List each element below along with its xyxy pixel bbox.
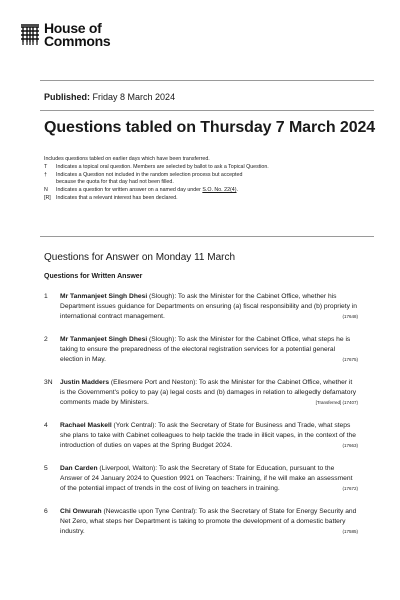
question-number: 5 — [44, 465, 48, 472]
question-item — [44, 335, 358, 365]
question-number: 2 — [44, 336, 48, 343]
question-reference: (17648) — [342, 314, 358, 319]
question-number: 6 — [44, 508, 48, 515]
intro-text: Includes questions tabled on earlier days which have been transferred. — [44, 156, 210, 162]
question-number: 4 — [44, 422, 48, 429]
legend-row — [44, 187, 374, 195]
legend-description-suffix: . — [236, 187, 238, 194]
legend-symbol: † — [44, 171, 47, 178]
question-reference: (17585) — [342, 529, 358, 534]
section-subheading: Questions for Written Answer — [44, 273, 143, 280]
question-text: (Newcastle upon Tyne Central): To ask the Secretary of State for Energy Security and Net Zero, what steps her Department is taking to promote the development of a domestic battery industry. — [60, 508, 357, 535]
top-divider — [40, 80, 374, 81]
question-member: Rachael Maskell — [60, 422, 112, 429]
page-title: Questions tabled on Thursday 7 March 2024 — [44, 119, 376, 136]
question-member: Mr Tanmanjeet Singh Dhesi — [60, 336, 148, 343]
question-body — [60, 421, 358, 451]
question-text: (Ellesmere Port and Neston): To ask the Minister for the Cabinet Office, whether it is the Government's policy to pay (a) legal costs and (b) damages in relation to allegedly defamatory comments made by Ministers. — [60, 379, 357, 406]
question-body — [60, 464, 358, 494]
question-item — [44, 507, 358, 537]
standing-order-link[interactable]: S.O. No. 22(4) — [202, 187, 237, 194]
question-item — [44, 464, 358, 494]
legend-description: Indicates a topical oral question. Members are selected by ballot to ask a Topical Question. — [56, 164, 269, 170]
question-number: 3N — [44, 379, 53, 386]
legend-description: Indicates a question for written answer on a named day under — [56, 187, 203, 194]
published-line — [44, 92, 175, 102]
question-item — [44, 421, 358, 451]
legend-row — [44, 164, 374, 172]
legend — [44, 164, 374, 203]
question-body — [60, 292, 358, 322]
legend-symbol: T — [44, 164, 48, 170]
question-member: Justin Madders — [60, 379, 110, 386]
question-body — [60, 335, 358, 365]
question-text: (Liverpool, Walton): To ask the Secretary of State for Education, pursuant to the Answer of 24 January 2024 to Question 9921 on Teachers: Training, if he will make an assessment of the potential impact of trends in the cost of living on teachers in training. — [60, 465, 353, 492]
question-reference: [Transferred] (17407) — [315, 400, 358, 405]
questions-list — [44, 292, 358, 550]
logo-text-line2: Commons — [44, 33, 111, 49]
section-heading: Questions for Answer on Monday 11 March — [44, 252, 236, 263]
question-reference: (17672) — [342, 486, 358, 491]
question-item — [44, 378, 358, 408]
question-item — [44, 292, 358, 322]
question-number: 1 — [44, 293, 48, 300]
question-text: (Slough): To ask the Minister for the Cabinet Office, whether his Department issues guidance for Departments on ensuring (a) fiscal responsibility and (b) propriety in international contract management. — [60, 293, 357, 320]
question-reference: (17675) — [342, 357, 358, 362]
title-divider — [40, 110, 374, 111]
published-date: Friday 8 March 2024 — [92, 92, 176, 102]
legend-symbol: N — [44, 187, 48, 194]
question-body — [60, 507, 358, 537]
question-member: Chi Onwurah — [60, 508, 102, 515]
question-text: (York Central): To ask the Secretary of State for Business and Trade, what steps she plans to take with Cabinet colleagues to help tackle the trade in illicit vapes, in the context of the introduction of duties on vapes at the Spring Budget 2024. — [60, 422, 356, 449]
question-member: Mr Tanmanjeet Singh Dhesi — [60, 293, 148, 300]
logo-text-line1: House of — [44, 20, 102, 36]
question-body — [60, 378, 358, 408]
legend-description-wrap — [56, 187, 374, 195]
legend-description: Indicates that a relevant interest has been declared. — [56, 194, 178, 201]
section-divider — [40, 236, 374, 237]
published-label: Published: — [44, 92, 91, 102]
legend-row — [44, 172, 374, 187]
portcullis-icon — [20, 24, 40, 46]
logo-text — [44, 22, 110, 48]
question-member: Dan Carden — [60, 465, 98, 472]
legend-row — [44, 195, 374, 203]
house-of-commons-logo — [20, 22, 110, 48]
question-reference: (17663) — [342, 443, 358, 448]
legend-description: Indicates a Question not included in the random selection process but accepted because the quota for that day had not been filled. — [56, 171, 243, 186]
legend-symbol: [R] — [44, 194, 51, 201]
question-text: (Slough): To ask the Minister for the Cabinet Office, what steps he is taking to ensure the preparedness of the electoral registration services for a potential general election in May. — [60, 336, 351, 363]
